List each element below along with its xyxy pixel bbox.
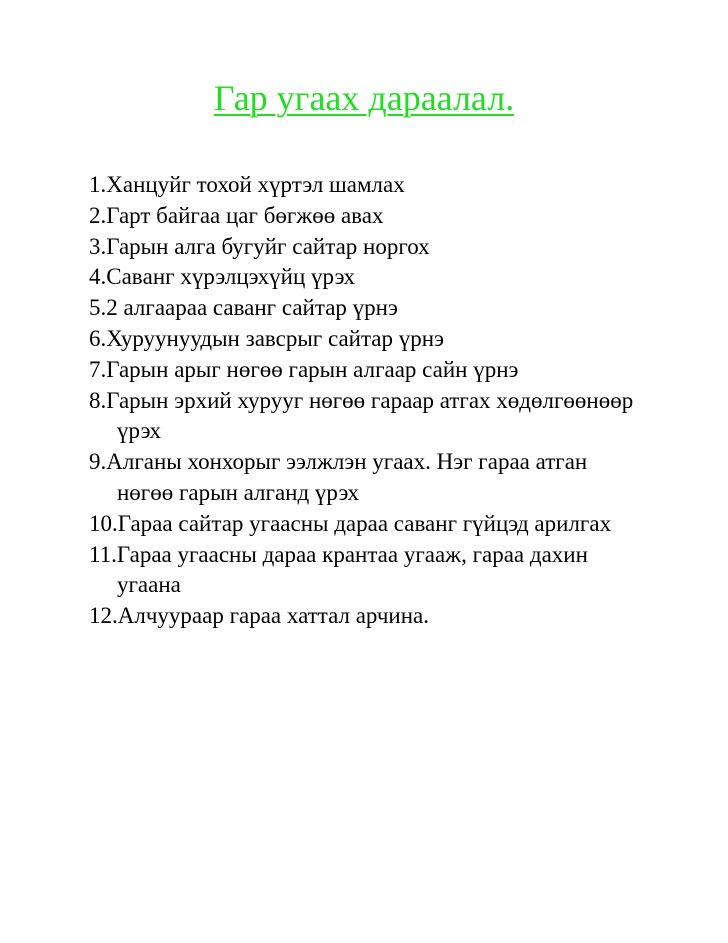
step-item-4: 4.Савaнг хүрэлцэхүйц үрэх — [89, 264, 356, 290]
step-item-5: 5.2 алгаараа саванг сайтар үрнэ — [89, 295, 398, 321]
document-title: Гар угаах дараалал. — [213, 78, 515, 118]
steps-list — [89, 170, 649, 632]
step-item-12: 12.Алчуураар гараа хаттал арчина. — [89, 603, 429, 629]
step-item-9: 9.Алганы хонхорыг ээлжлэн угаах. Нэг гараа атган нөгөө гарын алганд үрэх — [89, 449, 588, 505]
step-item-2: 2.Гарт байгаа цаг бөгжөө авах — [89, 202, 384, 228]
step-item-3: 3.Гарын алга бугуйг сайтар норгох — [89, 233, 430, 259]
step-item-11: 11.Гараа угаасны дараа крантаа угааж, гараа дахин угаана — [89, 541, 588, 598]
step-item-1: 1.Ханцуйг тохой хүртэл шамлах — [89, 172, 405, 197]
step-item-10: 10.Гараа сайтар угаасны дараа саванг гүйцэд арилгах — [89, 510, 612, 536]
step-item-7: 7.Гарын арыг нөгөө гарын алгаар сайн үрнэ — [89, 356, 519, 382]
step-item-6: 6.Хуруунуудын завсрыг сайтар үрнэ — [89, 325, 444, 351]
step-item-8: 8.Гарын эрхий хурууг нөгөө гараар атгах хөдөлгөөнөөр үрэх — [89, 387, 634, 444]
